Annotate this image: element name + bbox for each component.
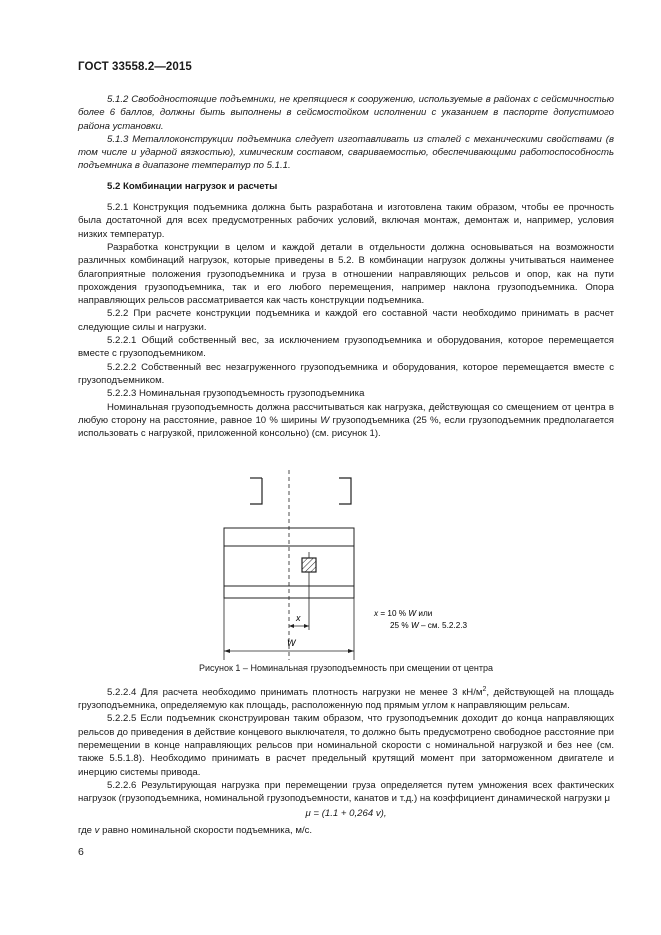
w-label: W <box>287 638 296 649</box>
text-run: Номинальная грузоподъемность должна рассчитываться как нагрузка, действующая со смещением от центра в любую сторону на расстояние, равное 10 % ширины <box>78 401 614 426</box>
load-box <box>302 558 316 572</box>
document-header: ГОСТ 33558.2—2015 <box>78 61 192 73</box>
figure-1 <box>78 448 614 660</box>
text-run: , действующей на площадь грузоподъемника, определяемую как площадь, расположенную под прямым углом к направляющим рельсам. <box>78 686 614 712</box>
figure-1-drawing <box>78 448 614 660</box>
paragraph-5-2-2-5: 5.2.2.5 Если подъемник сконструирован таким образом, что грузоподъемник доходит до конца направляющих рельсов до приведения в действие концевого выключателя, то должно быть предусмотрено свободное расстояние при перемещении в конце направляющих рельсов при номинальной скорости с номинальной нагрузкой и без нее (см. также 5.5.1.8). Необходимо принимать в расчет предельный крутящий момент при заторможенном двигателе и инерцию системы привода. <box>78 713 614 778</box>
paragraph-5-2-2-3: 5.2.2.3 Номинальная грузоподъемность грузоподъемника <box>107 388 365 400</box>
paragraph-5-2-1-continued: Разработка конструкции в целом и каждой детали в отдельности должна основываться на возможности различных комбинаций нагрузок, которые приведены в 5.2. В комбинации нагрузок должны учитываться наименее благоприятные положения грузоподъемника и груза в отношении направляющих рельсов и опор, как на пути прохождения грузоподъемника, так и его любого перемещения, например наклона грузоподъемника. Опора направляющих рельсов рассматривается как часть конструкции подъемника. <box>78 241 614 307</box>
superscript: 2 <box>482 685 487 693</box>
paragraph-5-1-3: 5.1.3 Металлоконструкции подъемника следует изготавливать из сталей с механическими свойствами (в том числе и ударной вязкостью), химическим составом, свариваемостью, обеспечивающими работоспособность подъемника в диапазоне температур по 5.1.1. <box>78 133 614 172</box>
right-bracket-mark <box>339 478 351 504</box>
page-number: 6 <box>78 846 84 858</box>
paragraph-5-2-2-2: 5.2.2.2 Собственный вес незагруженного грузоподъемника и оборудования, которое перемещается вместе с грузоподъемником. <box>78 361 614 386</box>
x-label: x <box>296 613 301 624</box>
paragraph-5-1-2: 5.1.2 Свободностоящие подъемники, не крепящиеся к сооружению, используемые в районах с сейсмичностью более 6 баллов, должны быть выполнены в сейсмостойком исполнении с указанием в паспорте допустимого района установки. <box>78 94 614 132</box>
variable-w: W <box>320 414 330 426</box>
formula-explanation <box>78 824 614 837</box>
paragraph-5-2-2-3-body <box>78 401 614 441</box>
text-run: 5.2.2.4 Для расчета необходимо принимать плотность нагрузки не менее 3 кН/м <box>107 686 483 698</box>
paragraph-5-2-2-6: 5.2.2.6 Результирующая нагрузка при перемещении груза определяется путем умножения всех фактических нагрузок (грузоподъемника, номинальной грузоподъемности, канатов и т.д.) на коэффициент динамической нагрузки μ <box>78 779 614 805</box>
figure-note-line-2: 25 % W – см. 5.2.2.3 <box>390 621 468 631</box>
figure-note-line-1: x = 10 % W или <box>374 609 433 619</box>
text-run: равно номинальной скорости подъемника, м/с. <box>99 824 313 836</box>
paragraph-5-2-1: 5.2.1 Конструкция подъемника должна быть разработана и изготовлена таким образом, чтобы ее прочность была достаточной для всех предусмотренных рабочих условий, включая монтаж, демонтаж и, например, условия низких температур. <box>78 202 614 240</box>
text-run: грузоподъемника (25 %, если грузоподъемник предполагается использовать с нагрузкой, приложенной консольно) (см. рисунок 1). <box>78 414 614 440</box>
text-run: где <box>78 824 95 836</box>
paragraph-5-2-2-4 <box>78 686 614 713</box>
variable-v: v <box>94 824 100 836</box>
dynamic-factor-formula: μ = (1.1 + 0,264 v), <box>305 808 387 820</box>
figure-1-caption: Рисунок 1 – Номинальная грузоподъемность при смещении от центра <box>198 663 494 674</box>
paragraph-5-2-2: 5.2.2 При расчете конструкции подъемника и каждой его составной части необходимо принимать в расчет следующие силы и нагрузки. <box>78 308 614 333</box>
paragraph-5-2-2-1: 5.2.2.1 Общий собственный вес, за исключением грузоподъемника и оборудования, которое перемещается вместе с грузоподъемником. <box>78 335 614 360</box>
left-bracket-mark <box>250 478 262 504</box>
page-content <box>78 93 614 837</box>
section-heading-5-2: 5.2 Комбинации нагрузок и расчеты <box>107 180 278 192</box>
